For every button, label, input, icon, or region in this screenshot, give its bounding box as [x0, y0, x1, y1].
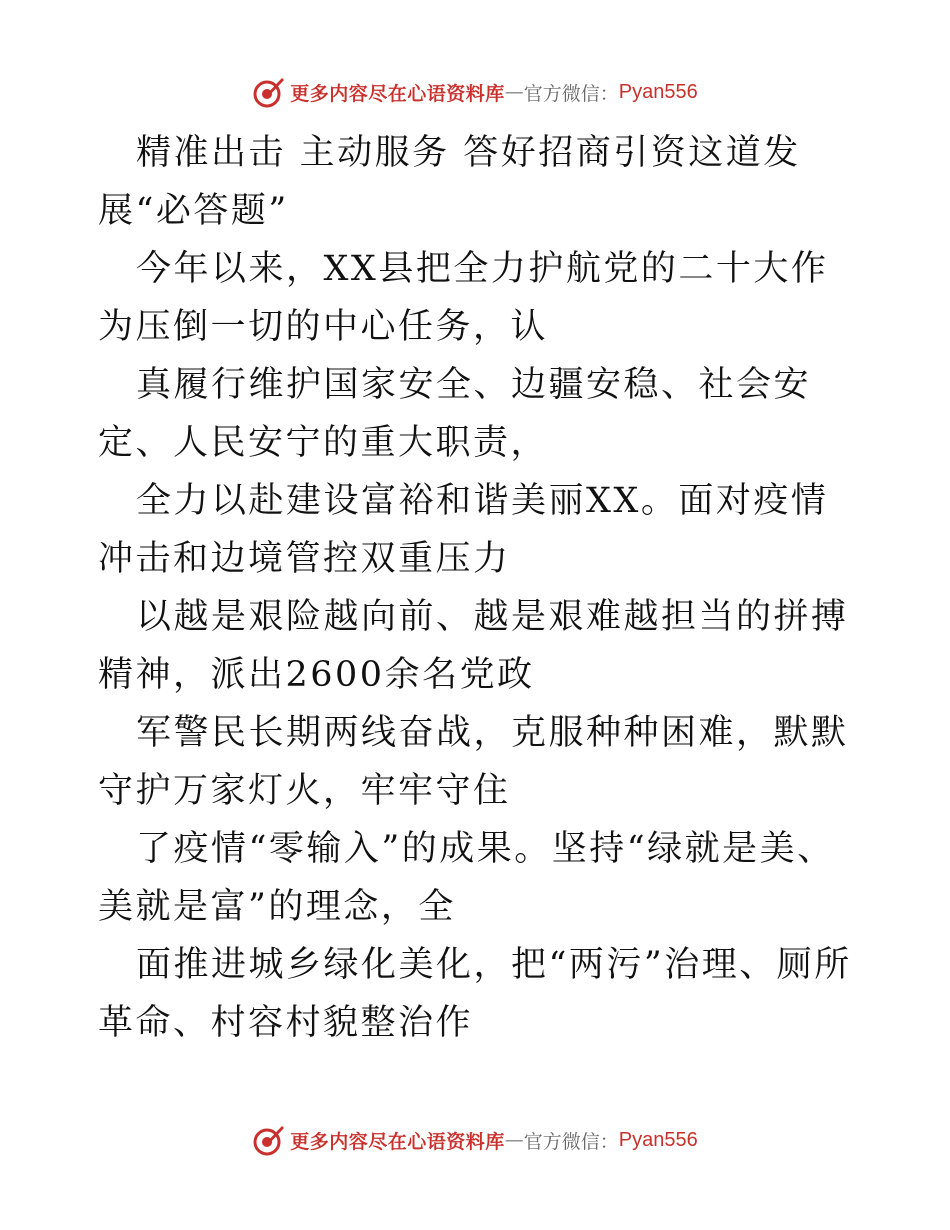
header-banner — [0, 72, 950, 112]
paragraph: 了疫情“零输入”的成果。坚持“绿就是美、美就是富”的理念，全 — [98, 829, 835, 927]
paragraph: 全力以赴建设富裕和谐美丽XX。面对疫情冲击和边境管控双重压力 — [98, 481, 829, 579]
paragraph: 今年以来，XX县把全力护航党的二十大作为压倒一切的中心任务，认 — [98, 249, 829, 347]
quill-seal-icon — [252, 75, 286, 109]
banner-wechat-id: Pyan556 — [618, 1128, 698, 1151]
banner-separator: — — [504, 81, 524, 103]
banner-separator: — — [504, 1129, 524, 1151]
document-body — [98, 124, 858, 1052]
paragraph: 以越是艰险越向前、越是艰难越担当的拼搏精神，派出2600余名党政 — [98, 597, 849, 695]
banner-title: 更多内容尽在心语资料库 — [290, 1130, 505, 1153]
paragraph-title: 精准出击 主动服务 答好招商引资这道发展“必答题” — [98, 133, 801, 231]
paragraph: 真履行维护国家安全、边疆安稳、社会安定、人民安宁的重大职责， — [98, 365, 812, 463]
banner-wechat-label: 官方微信： — [523, 82, 619, 105]
banner-wechat-id: Pyan556 — [618, 80, 698, 103]
banner-title: 更多内容尽在心语资料库 — [290, 82, 505, 105]
banner-wechat-label: 官方微信： — [523, 1130, 619, 1153]
paragraph: 面推进城乡绿化美化，把“两污”治理、厕所革命、村容村貌整治作 — [98, 945, 852, 1043]
paragraph: 军警民长期两线奋战，克服种种困难，默默守护万家灯火，牢牢守住 — [98, 713, 849, 811]
footer-banner — [0, 1120, 950, 1160]
quill-seal-icon — [252, 1123, 286, 1157]
